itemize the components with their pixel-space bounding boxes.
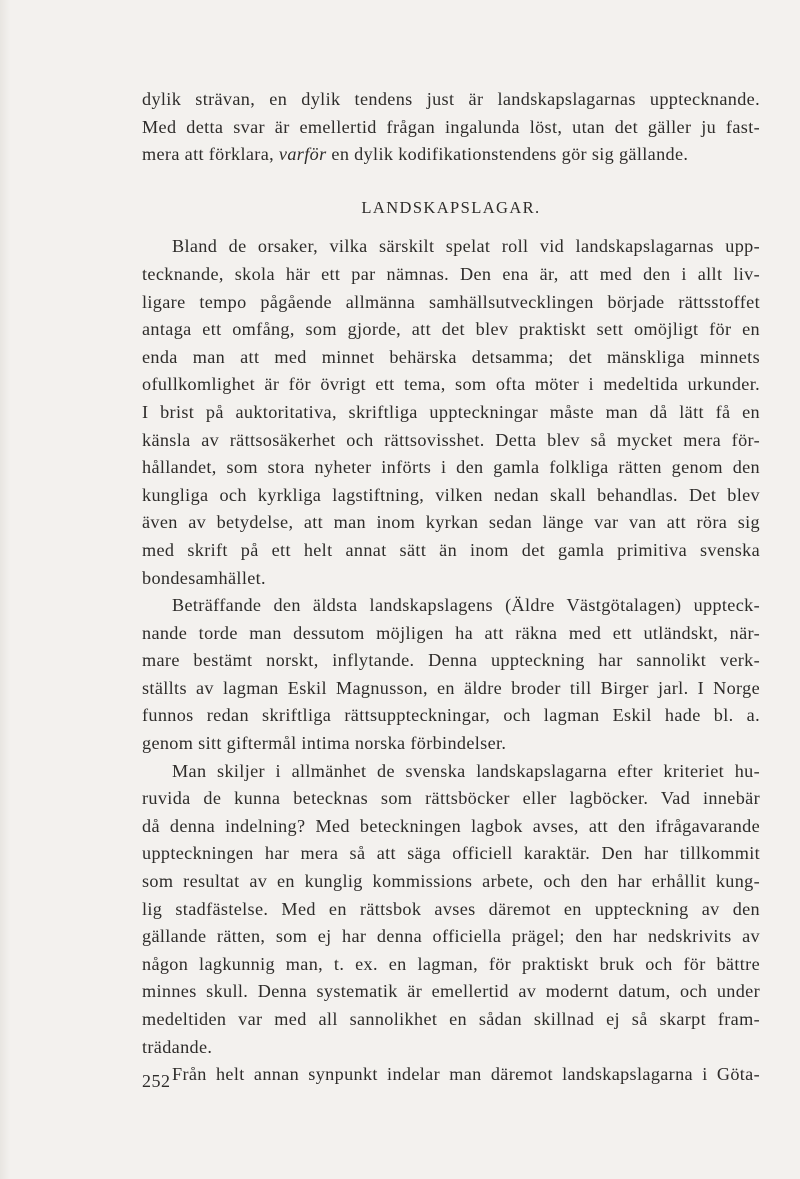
text-line: funnos redan skriftliga rättsuppteckningar, och lagman Eskil hade bl. a. [142, 705, 760, 726]
text-line: gällande rätten, som ej har denna officiella prägel; den har nedskrivits av [142, 926, 760, 947]
text-line: Från helt annan synpunkt indelar man däremot landskapslagarna i Göta- [172, 1064, 760, 1085]
text-line: Man skiljer i allmänhet de svenska landskapslagarna efter kriteriet hu- [172, 760, 760, 781]
text-line: ligare tempo pågående allmänna samhällsutvecklingen började rättsstoffet [142, 291, 760, 312]
text-line: tecknande, skola här ett par nämnas. Den ena är, att med den i allt liv- [142, 263, 760, 284]
section-heading: LANDSKAPSLAGAR. [361, 197, 541, 217]
text-line-with-italic [142, 141, 760, 169]
text-line: hållandet, som stora nyheter införts i den gamla folkliga rätten genom den [142, 457, 760, 478]
text-line: Bland de orsaker, vilka särskilt spelat roll vid landskapslagarnas upp- [172, 236, 760, 257]
text-line: I brist på auktoritativa, skriftliga uppteckningar måste man då lätt få en [142, 401, 760, 422]
text-line: trädande. [142, 1036, 213, 1057]
text-line: dylik strävan, en dylik tendens just är landskapslagarnas upptecknande. [142, 89, 760, 109]
text-line: med skrift på ett helt annat sätt än inom det gamla primitiva svenska [142, 539, 760, 560]
paragraph-4 [142, 1061, 760, 1089]
text-line: medeltiden var med all sannolikhet en sådan skillnad ej så skarpt fram- [142, 1009, 760, 1029]
text-fragment: mera att förklara, [142, 144, 279, 165]
text-line: uppteckningen har mera så att säga officiell karaktär. Den har tillkommit [142, 843, 760, 864]
text-line: Beträffande den äldsta landskapslagens (Äldre Västgötalagen) uppteck- [172, 595, 760, 616]
text-line: mare bestämt norskt, inflytande. Denna uppteckning har sannolikt verk- [142, 650, 760, 671]
text-line: antaga ett omfång, som gjorde, att det blev praktiskt sett omöjligt för en [142, 319, 760, 340]
text-line: ofullkomlighet är för övrigt ett tema, som ofta möter i medeltida urkunder. [142, 374, 760, 395]
text-line: känsla av rättsosäkerhet och rättsovisshet. Detta blev så mycket mera för- [142, 429, 760, 450]
text-line: enda man att med minnet behärska detsamma; det mänskliga minnets [142, 346, 760, 367]
paragraph-2 [142, 592, 760, 758]
text-line: även av betydelse, att man inom kyrkan sedan länge var van att röra sig [142, 512, 760, 533]
page-number: 252 [142, 1071, 171, 1091]
text-line: någon lagkunnig man, t. ex. en lagman, för praktiskt bruk och för bättre [142, 953, 760, 974]
text-line: då denna indelning? Med beteckningen lagbok avses, att den ifrågavarande [142, 815, 760, 836]
text-line: Med detta svar är emellertid frågan ingalunda löst, utan det gäller ju fast- [142, 116, 760, 137]
page-binding-shadow [0, 0, 10, 1179]
text-line: ruvida de kunna betecknas som rättsböcker eller lagböcker. Vad innebär [142, 788, 760, 809]
text-line: nande torde man dessutom möjligen ha att räkna med ett utländskt, när- [142, 622, 760, 643]
text-line: kungliga och kyrkliga lagstiftning, vilken nedan skall behandlas. Det blev [142, 484, 760, 505]
paragraph-3 [142, 758, 760, 1062]
paragraph-1 [142, 233, 760, 592]
text-line: minnes skull. Denna systematik är emellertid av modernt datum, och under [142, 981, 760, 1002]
italic-word: varför [278, 144, 327, 165]
text-fragment: en dylik kodifikationstendens gör sig gällande. [326, 144, 689, 165]
text-line: bondesamhället. [142, 567, 266, 588]
text-line: som resultat av en kunglig kommissions arbete, och den har erhållit kung- [142, 871, 760, 892]
text-line: genom sitt giftermål intima norska förbindelser. [142, 733, 507, 754]
text-line: ställts av lagman Eskil Magnusson, en äldre broder till Birger jarl. I Norge [142, 677, 760, 698]
text-line: lig stadfästelse. Med en rättsbok avses däremot en uppteckning av den [142, 898, 760, 919]
body-text [142, 86, 760, 1089]
